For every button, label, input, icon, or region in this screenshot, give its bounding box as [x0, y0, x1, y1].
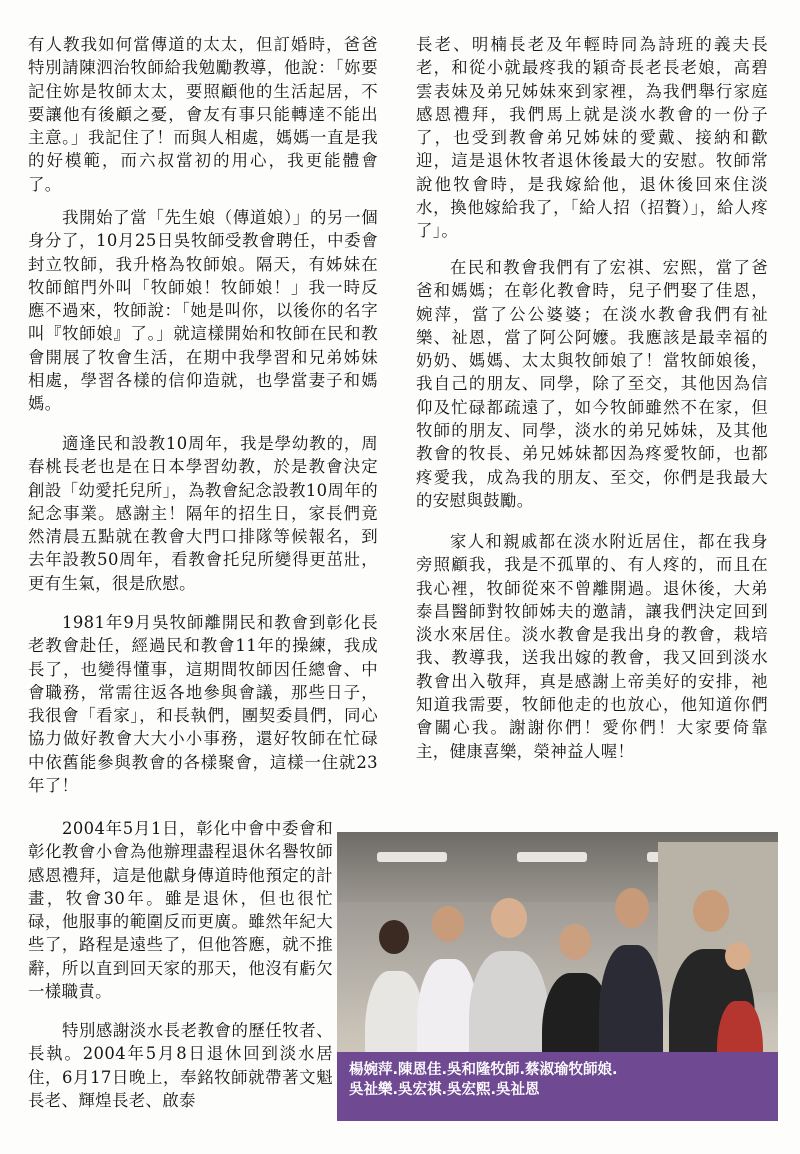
- child-head: [725, 942, 751, 970]
- ceiling-light: [517, 852, 587, 862]
- paragraph-right-3: 家人和親戚都在淡水附近居住，都在我身旁照顧我，我是不孤單的、有人疼的，而且在我心裡，牧師從來不曾離開過。退休後，大弟泰昌醫師對牧師姊夫的邀請，讓我們決定回到淡水來居住。淡水教會是我出身的教會，栽培我、教導我，送我出嫁的教會，我又回到淡水教會出入敬拜，真是感謝上帝美好的安排，祂知道我需要，牧師他走的也放心，他知道你們會關心我。謝謝你們！愛你們！大家要倚靠主，健康喜樂，榮神益人喔！: [416, 532, 768, 761]
- paragraph-left-5: 2004年5月1日，彰化中會中委會和彰化教會小會為他辦理盡程退休名譽牧師感恩禮拜，這是他獻身傳道時他預定的計畫，牧會30年。雖是退休，但也很忙碌，他服事的範圍反而更廣。雖然年紀大些了，路程是遠些了，但他答應，就不推辭，所以直到回天家的那天，他沒有虧欠一樣職責。: [28, 819, 333, 1002]
- person-head: [693, 890, 729, 932]
- paragraph-left-4: 1981年9月吳牧師離開民和教會到彰化長老教會赴任，經過民和教會11年的操練，我成長了，也變得懂事，這期間牧師因任總會、中會職務，常需往返各地參與會議，那些日子，我很會「看家」，和長執們，團契委員們，同心協力做好教會大大小小事務，還好牧師在忙碌中依舊能參與教會的各樣聚會，這樣一住就23年了！: [28, 613, 378, 796]
- paragraph-left-2: 我開始了當「先生娘（傳道娘）」的另一個身分了，10月25日吳牧師受教會聘任，中委會封立牧師，我升格為牧師娘。隔天，有姊妹在牧師館門外叫「牧師娘！牧師娘！」我一時反應不過來，牧師說：「她是叫你，以後你的名字叫『牧師娘』了。」就這樣開始和牧師在民和教會開展了牧會生活，在期中我學習和兄弟姊妹相處，學習各樣的信仰造就，也學當妻子和媽媽。: [28, 208, 378, 414]
- photo-caption: [337, 1052, 778, 1121]
- paragraph-left-3: 適逢民和設教10周年，我是學幼教的，周春桃長老也是在日本學習幼教，於是教會決定創設「幼愛托兒所」，為教會紀念設教10周年的紀念事業。感謝主！隔年的招生日，家長們竟然清晨五點就在教會大門口排隊等候報名，到去年設教50周年，看教會托兒所變得更茁壯，更有生氣，很是欣慰。: [28, 434, 378, 593]
- caption-line-1: 楊婉萍.陳恩佳.吳和隆牧師.蔡淑瑜牧師娘.: [349, 1062, 618, 1078]
- paragraph-right-2: 在民和教會我們有了宏祺、宏熙，當了爸爸和媽媽；在彰化教會時，兒子們娶了佳恩，婉萍，當了公公婆婆；在淡水教會我們有祉樂、祉恩，當了阿公阿嬤。我應該是最幸福的奶奶、媽媽、太太與牧師娘了！當牧師娘後，我自己的朋友、同學，除了至交，其他因為信仰及忙碌都疏遠了，如今牧師雖然不在家，但牧師的朋友、同學，淡水的弟兄姊妹，及其他教會的牧長、弟兄姊妹都因為疼愛牧師，也都疼愛我，成為我的朋友、至交，你們是我最大的安慰與鼓勵。: [416, 258, 768, 510]
- paragraph-right-1: 長老、明楠長老及年輕時同為詩班的義夫長老，和從小就最疼我的穎奇長老長老娘，高碧雲表妹及弟兄姊妹來到家裡，為我們舉行家庭感恩禮拜，我們馬上就是淡水教會的一份子了，也受到教會弟兄姊妹的愛戴、接納和歡迎，這是退休牧者退休後最大的安慰。牧師常說他牧會時，是我嫁給他，退休後回來住淡水，換他嫁給我了，「給人招（招贅）」，給人疼了」。: [416, 35, 768, 241]
- caption-line-2: 吳祉樂.吳宏祺.吳宏熙.吳祉恩: [349, 1082, 540, 1098]
- person-head: [432, 906, 464, 942]
- ceiling-light: [377, 852, 447, 862]
- person-head: [615, 888, 649, 928]
- person-head: [491, 898, 527, 938]
- person-head: [379, 920, 409, 954]
- paragraph-left-6: 特別感謝淡水長老教會的歷任牧者、長執。2004年5月8日退休回到淡水居住，6月17日晚上，奉銘牧師就帶著文魁長老、輝煌長老、啟泰: [28, 1021, 333, 1110]
- person-head: [559, 924, 591, 960]
- paragraph-left-1: 有人教我如何當傳道的太太，但訂婚時，爸爸特別請陳泗治牧師給我勉勵教導，他說：「妳要記住妳是牧師太太，要照顧他的生活起居，不要讓他有後顧之憂，會友有事只能轉達不能出主意。」我記住了！而與人相處，媽媽一直是我的好模範，而六叔當初的用心，我更能體會了。: [28, 35, 378, 194]
